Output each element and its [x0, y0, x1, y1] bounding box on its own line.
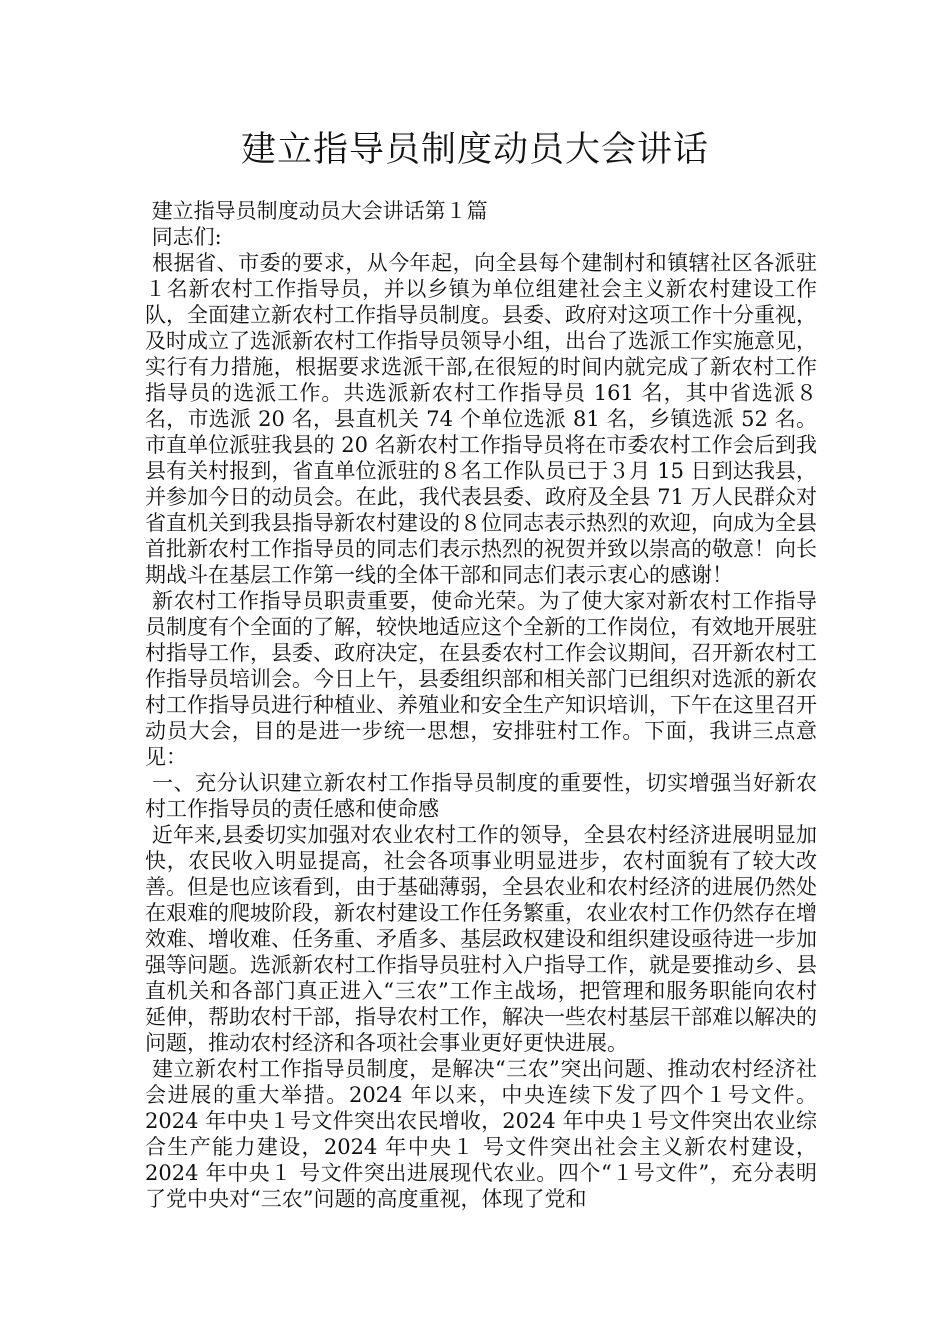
- section-heading-1: 一、充分认识建立新农村工作指导员制度的重要性，切实增强当好新农村工作指导员的责任感和使命感: [145, 771, 817, 821]
- document-body: [145, 198, 817, 1212]
- paragraph-3: 近年来,县委切实加强对农业农村工作的领导，全县农村经济进展明显加快，农民收入明显提高，社会各项事业明显进步，农村面貌有了较大改善。但是也应该看到，由于基础薄弱，全县农业和农村经济的进展仍然处在艰难的爬坡阶段，新农村建设工作任务繁重，农业农村工作仍然存在增效难、增收难、任务重、矛盾多、基层政权建设和组织建设亟待进一步加强等问题。选派新农村工作指导员驻村入户指导工作，就是要推动乡、县直机关和各部门真正进入“三农”工作主战场，把管理和服务职能向农村延伸，帮助农村干部，指导农村工作，解决一些农村基层干部难以解决的问题，推动农村经济和各项社会事业更好更快进展。: [145, 823, 817, 1055]
- paragraph-1: 根据省、市委的要求，从今年起，向全县每个建制村和镇辖社区各派驻１名新农村工作指导员，并以乡镇为单位组建社会主义新农村建设工作队，全面建立新农村工作指导员制度。县委、政府对这项工作十分重视，及时成立了选派新农村工作指导员领导小组，出台了选派工作实施意见，实行有力措施，根据要求选派干部,在很短的时间内就完成了新农村工作指导员的选派工作。共选派新农村工作指导员 161 名，其中省选派８名，市选派 20 名，县直机关 74 个单位选派 81 名，乡镇选派 52 名。市直单位派驻我县的 20 名新农村工作指导员将在市委农村工作会后到我县有关村报到，省直单位派驻的８名工作队员已于３月 15 日到达我县，并参加今日的动员会。在此，我代表县委、政府及全县 71 万人民群众对省直机关到我县指导新农村建设的８位同志表示热烈的欢迎，向成为全县首批新农村工作指导员的同志们表示热烈的祝贺并致以崇高的敬意！向长期战斗在基层工作第一线的全体干部和同志们表示衷心的感谢！: [145, 251, 817, 587]
- paragraph-2: 新农村工作指导员职责重要，使命光荣。为了使大家对新农村工作指导员制度有个全面的了解，较快地适应这个全新的工作岗位，有效地开展驻村指导工作，县委、政府决定，在县委农村工作会议期间，召开新农村工作指导员培训会。今日上午，县委组织部和相关部门已组织对选派的新农村工作指导员进行种植业、养殖业和安全生产知识培训，下午在这里召开动员大会，目的是进一步统一思想，安排驻村工作。下面，我讲三点意见：: [145, 589, 817, 769]
- document-subtitle: 建立指导员制度动员大会讲话第１篇: [145, 199, 488, 223]
- paragraph-4: 建立新农村工作指导员制度，是解决“三农”突出问题、推动农村经济社会进展的重大举措。2024 年以来，中央连续下发了四个１号文件。2024 年中央１号文件突出农民增收，2024 年中央１号文件突出农业综合生产能力建设，2024 年中央１ 号文件突出社会主义新农村建设，2024 年中央１ 号文件突出进展现代农业。四个“１号文件”，充分表明了党中央对“三农”问题的高度重视，体现了党和: [145, 1057, 817, 1211]
- paragraph-salutation: 同志们:: [145, 225, 222, 249]
- document-title: 建立指导员制度动员大会讲话: [240, 130, 709, 170]
